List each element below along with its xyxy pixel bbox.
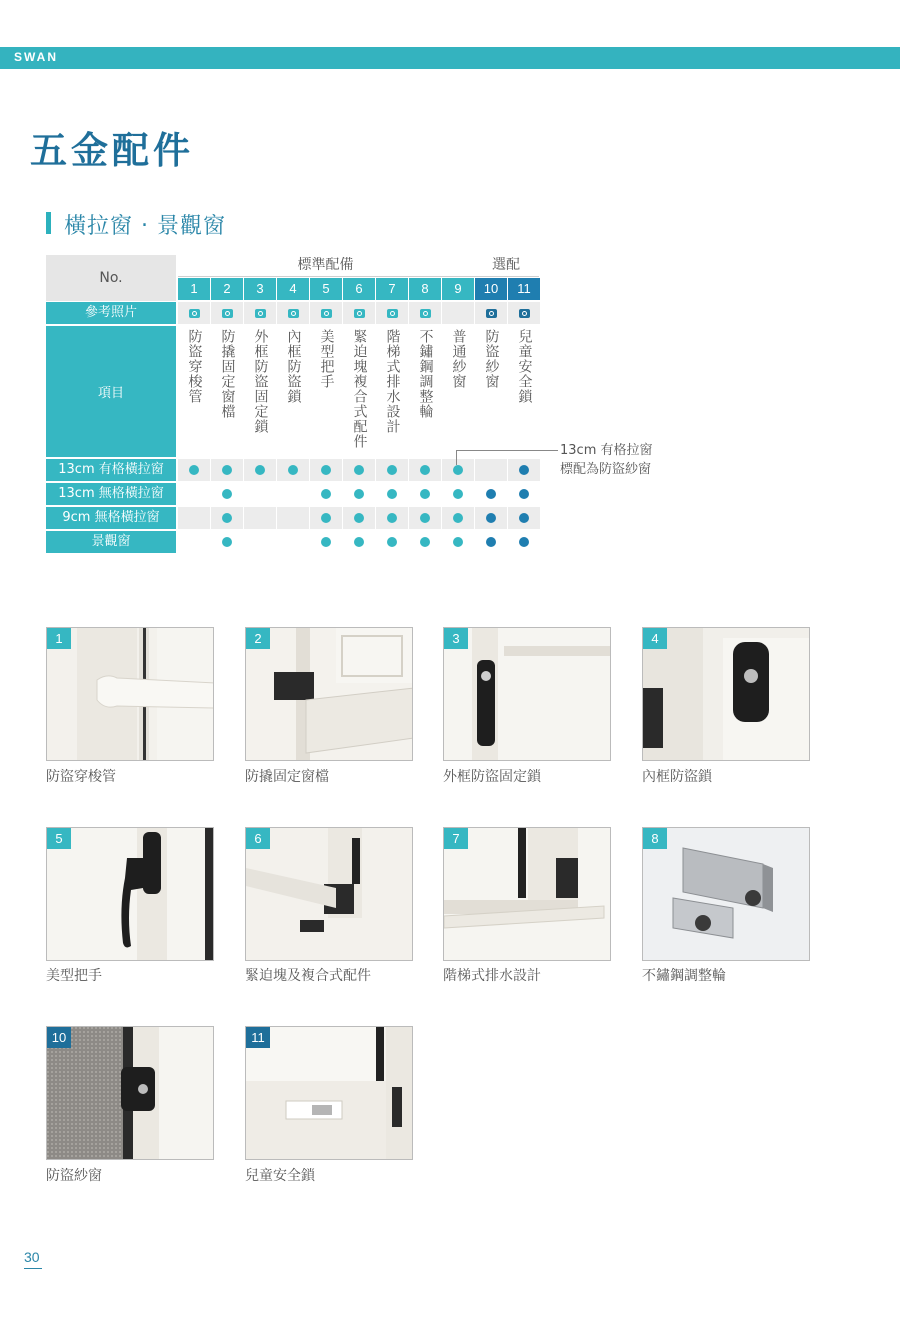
- note-line: 標配為防盜紗窗: [560, 462, 652, 477]
- availability-dot: [321, 465, 331, 475]
- dot-cell: [244, 459, 277, 481]
- photo-number: 8: [643, 828, 667, 849]
- availability-dot: [453, 489, 463, 499]
- dot-cell: [409, 483, 442, 505]
- availability-dot: [519, 489, 529, 499]
- photo-8-image: [643, 828, 810, 961]
- photo-number: 6: [246, 828, 270, 849]
- availability-dot: [519, 513, 529, 523]
- dot-cell: [277, 531, 310, 553]
- photo-caption: 不鏽鋼調整輪: [642, 968, 726, 984]
- photo-10[interactable]: [46, 1026, 214, 1160]
- camera-icon: [255, 309, 266, 318]
- photo-row-label: 參考照片: [46, 302, 176, 324]
- photo-number: 10: [47, 1027, 71, 1048]
- section-marker: [46, 212, 51, 234]
- header-divider: [178, 276, 539, 277]
- availability-dot: [222, 513, 232, 523]
- dot-cell: [508, 483, 541, 505]
- photo-number: 11: [246, 1027, 270, 1048]
- item-name: 階梯式排水設計: [384, 329, 401, 434]
- availability-dot: [486, 513, 496, 523]
- photo-7[interactable]: [443, 827, 611, 961]
- row-label: 13cm 無格橫拉窗: [46, 483, 176, 505]
- dot-cell: [409, 531, 442, 553]
- item-name: 兒童安全鎖: [516, 329, 533, 404]
- availability-dot: [321, 537, 331, 547]
- camera-icon: [387, 309, 398, 318]
- dot-cell: [343, 531, 376, 553]
- dot-cell: [475, 531, 508, 553]
- standard-header: 標準配備: [297, 257, 354, 273]
- availability-dot: [354, 513, 364, 523]
- col-number: 2: [211, 278, 244, 300]
- photo-number: 4: [643, 628, 667, 649]
- availability-dot: [387, 513, 397, 523]
- dot-cell: [343, 507, 376, 529]
- camera-icon: [486, 309, 497, 318]
- photo-caption: 外框防盜固定鎖: [443, 769, 541, 785]
- availability-dot: [387, 489, 397, 499]
- availability-dot: [354, 489, 364, 499]
- availability-dot: [453, 465, 463, 475]
- photo-empty: [442, 302, 475, 324]
- col-number: 5: [310, 278, 343, 300]
- col-number: 8: [409, 278, 442, 300]
- page-number-underline: [24, 1268, 42, 1269]
- col-number: 1: [178, 278, 211, 300]
- item-row: [178, 326, 541, 457]
- photo-11[interactable]: [245, 1026, 413, 1160]
- dot-cell: [178, 531, 211, 553]
- availability-dot: [453, 513, 463, 523]
- photo-caption: 防盜穿梭管: [46, 769, 116, 785]
- photo-caption: 防盜紗窗: [46, 1168, 102, 1184]
- photo-caption: 階梯式排水設計: [443, 968, 541, 984]
- dot-cell: [508, 531, 541, 553]
- photo-link[interactable]: [244, 302, 277, 324]
- photo-link[interactable]: [178, 302, 211, 324]
- availability-dot: [222, 489, 232, 499]
- dot-cell: [475, 507, 508, 529]
- availability-dot: [453, 537, 463, 547]
- photo-caption: 緊迫塊及複合式配件: [245, 968, 371, 984]
- dot-cell: [178, 459, 211, 481]
- availability-dot: [321, 513, 331, 523]
- dot-cell: [442, 507, 475, 529]
- item-name: 普通紗窗: [450, 329, 467, 389]
- dot-cell: [343, 459, 376, 481]
- dot-cell: [211, 531, 244, 553]
- dot-row: [178, 483, 541, 505]
- photo-10-image: [47, 1027, 214, 1160]
- photo-link[interactable]: [475, 302, 508, 324]
- dot-cell: [475, 459, 508, 481]
- dot-cell: [343, 483, 376, 505]
- availability-dot: [486, 489, 496, 499]
- availability-dot: [354, 465, 364, 475]
- section-title: 橫拉窗 ‧ 景觀窗: [64, 214, 226, 239]
- photo-link[interactable]: [310, 302, 343, 324]
- availability-dot: [420, 513, 430, 523]
- availability-dot: [321, 489, 331, 499]
- photo-link[interactable]: [409, 302, 442, 324]
- dot-cell: [211, 459, 244, 481]
- page-title: 五金配件: [30, 129, 194, 172]
- item-name: 防盜紗窗: [483, 329, 500, 389]
- dot-cell: [310, 483, 343, 505]
- dot-cell: [211, 507, 244, 529]
- item-name: 緊迫塊複合式配件: [351, 329, 368, 449]
- dot-cell: [310, 507, 343, 529]
- dot-row: [178, 459, 541, 481]
- availability-dot: [288, 465, 298, 475]
- photo-8[interactable]: [642, 827, 810, 961]
- dot-cell: [442, 459, 475, 481]
- photo-5[interactable]: [46, 827, 214, 961]
- note-leader: [456, 450, 457, 465]
- col-number: 3: [244, 278, 277, 300]
- note-line: 13cm 有格拉窗: [560, 443, 653, 458]
- item-name: 防撬固定窗檔: [219, 329, 236, 419]
- photo-caption: 防撬固定窗檔: [245, 769, 329, 785]
- photo-link[interactable]: [508, 302, 541, 324]
- photo-11-image: [246, 1027, 413, 1160]
- availability-dot: [354, 537, 364, 547]
- photo-number: 5: [47, 828, 71, 849]
- no-header: No.: [46, 255, 176, 301]
- dot-cell: [442, 483, 475, 505]
- availability-dot: [519, 465, 529, 475]
- table-note: [560, 441, 653, 479]
- dot-cell: [376, 459, 409, 481]
- photo-number: 2: [246, 628, 270, 649]
- photo-link[interactable]: [376, 302, 409, 324]
- optional-header: 選配: [492, 257, 520, 273]
- dot-cell: [376, 531, 409, 553]
- row-label: 9cm 無格橫拉窗: [46, 507, 176, 529]
- photo-4-image: [643, 628, 810, 761]
- photo-number: 7: [444, 828, 468, 849]
- availability-dot: [255, 465, 265, 475]
- dot-cell: [277, 483, 310, 505]
- dot-cell: [442, 531, 475, 553]
- availability-dot: [387, 465, 397, 475]
- dot-cell: [409, 507, 442, 529]
- dot-row: [178, 507, 541, 529]
- camera-icon: [189, 309, 200, 318]
- number-row: [178, 278, 541, 300]
- dot-cell: [244, 507, 277, 529]
- col-number: 9: [442, 278, 475, 300]
- photo-caption: 兒童安全鎖: [245, 1168, 315, 1184]
- camera-icon: [354, 309, 365, 318]
- dot-cell: [508, 507, 541, 529]
- page-number: 30: [24, 1249, 40, 1265]
- camera-icon: [519, 309, 530, 318]
- dot-cell: [211, 483, 244, 505]
- camera-icon: [222, 309, 233, 318]
- photo-link[interactable]: [211, 302, 244, 324]
- photo-caption: 內框防盜鎖: [642, 769, 712, 785]
- photo-number: 3: [444, 628, 468, 649]
- availability-dot: [486, 537, 496, 547]
- camera-icon: [321, 309, 332, 318]
- dot-cell: [376, 483, 409, 505]
- availability-dot: [420, 489, 430, 499]
- dot-cell: [310, 459, 343, 481]
- dot-cell: [310, 531, 343, 553]
- availability-dot: [519, 537, 529, 547]
- item-row-label: 項目: [46, 326, 176, 457]
- camera-icon: [420, 309, 431, 318]
- availability-dot: [222, 465, 232, 475]
- col-number: 6: [343, 278, 376, 300]
- photo-7-image: [444, 828, 611, 961]
- photo-2[interactable]: [245, 627, 413, 761]
- photo-3-image: [444, 628, 611, 761]
- photo-6-image: [246, 828, 413, 961]
- dot-cell: [475, 483, 508, 505]
- dot-cell: [409, 459, 442, 481]
- dot-row: [178, 531, 541, 553]
- item-name: 防盜穿梭管: [186, 329, 203, 404]
- availability-dot: [222, 537, 232, 547]
- col-number: 11: [508, 278, 541, 300]
- dot-cell: [376, 507, 409, 529]
- availability-dot: [420, 537, 430, 547]
- top-banner: [0, 47, 900, 69]
- photo-6[interactable]: [245, 827, 413, 961]
- availability-dot: [387, 537, 397, 547]
- row-label: 13cm 有格橫拉窗: [46, 459, 176, 481]
- photo-1[interactable]: [46, 627, 214, 761]
- dot-cell: [508, 459, 541, 481]
- col-number: 10: [475, 278, 508, 300]
- photo-1-image: [47, 628, 214, 761]
- dot-cell: [244, 531, 277, 553]
- col-number: 4: [277, 278, 310, 300]
- row-label: 景觀窗: [46, 531, 176, 553]
- item-name: 外框防盜固定鎖: [252, 329, 269, 434]
- photo-link[interactable]: [277, 302, 310, 324]
- photo-number: 1: [47, 628, 71, 649]
- item-name: 美型把手: [318, 329, 335, 389]
- dot-cell: [277, 459, 310, 481]
- photo-caption: 美型把手: [46, 968, 102, 984]
- dot-cell: [178, 507, 211, 529]
- col-number: 7: [376, 278, 409, 300]
- camera-icon: [288, 309, 299, 318]
- photo-3[interactable]: [443, 627, 611, 761]
- photo-4[interactable]: [642, 627, 810, 761]
- dot-cell: [277, 507, 310, 529]
- availability-dot: [420, 465, 430, 475]
- item-name: 內框防盜鎖: [285, 329, 302, 404]
- note-leader: [456, 450, 558, 451]
- dot-cell: [178, 483, 211, 505]
- photo-5-image: [47, 828, 214, 961]
- dot-cell: [244, 483, 277, 505]
- item-name: 不鏽鋼調整輪: [417, 329, 434, 419]
- photo-link[interactable]: [343, 302, 376, 324]
- brand-logo: SWAN: [14, 50, 58, 64]
- availability-dot: [189, 465, 199, 475]
- photo-2-image: [246, 628, 413, 761]
- photo-row: [178, 302, 541, 324]
